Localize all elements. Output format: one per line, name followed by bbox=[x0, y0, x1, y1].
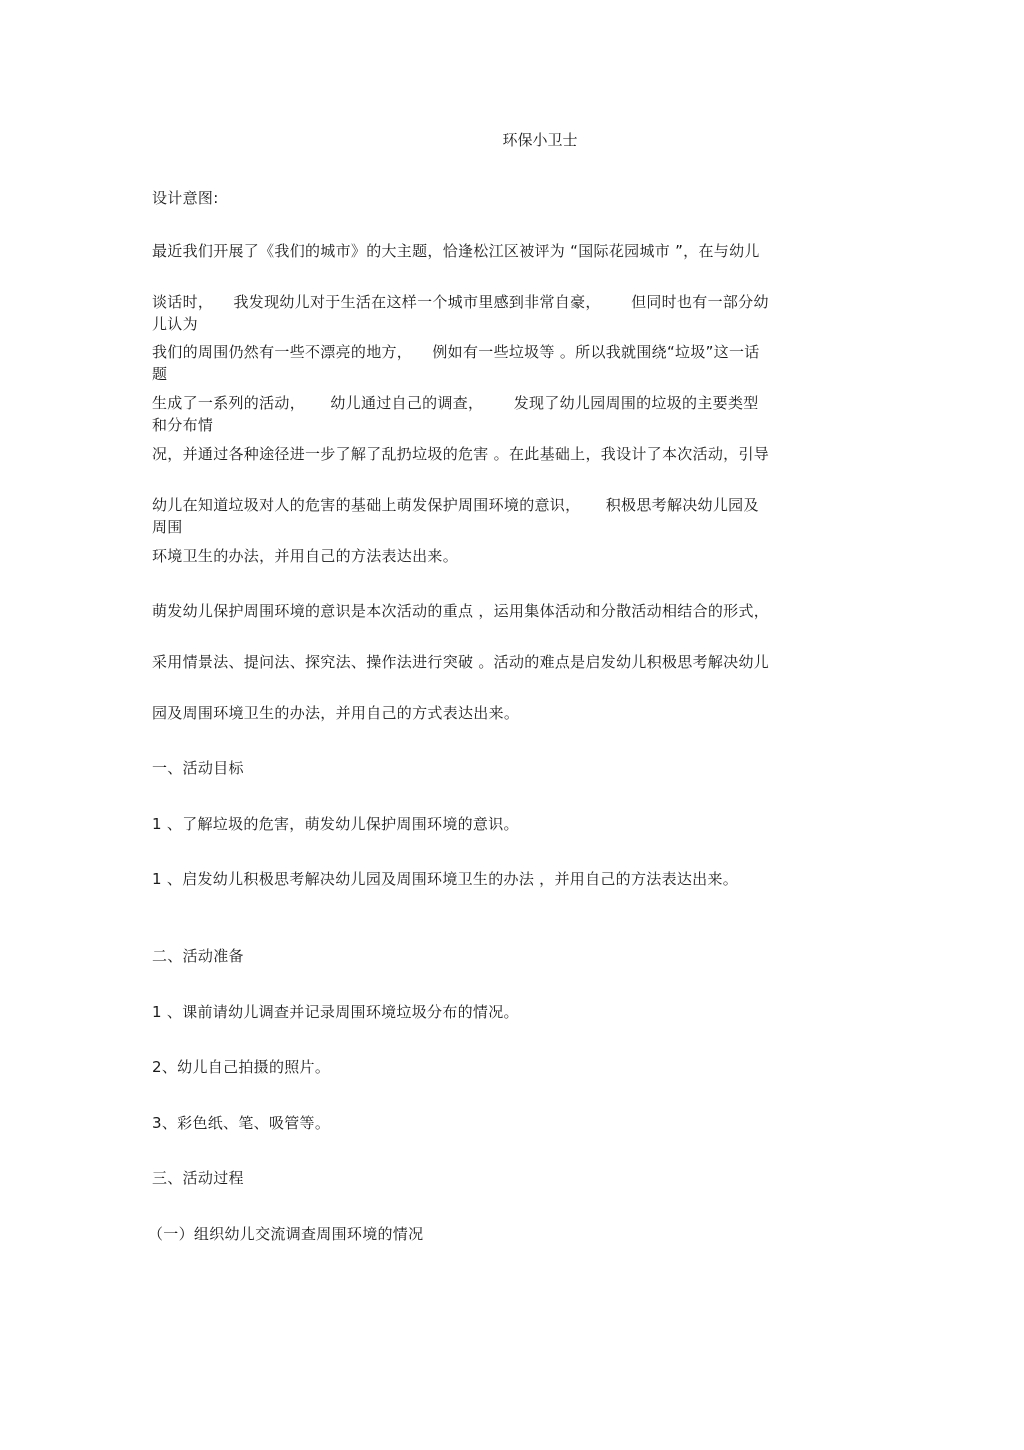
document-title: 环保小卫士 bbox=[502, 131, 578, 149]
design-intent-heading: 设计意图: bbox=[152, 189, 219, 207]
section-heading-preparation: 二、活动准备 bbox=[152, 947, 244, 965]
paragraph1-line: 最近我们开展了《我们的城市》的大主题，恰逢松江区被评为 “国际花园城市 ”，在与幼儿 bbox=[152, 242, 760, 260]
goal-item: 1 、了解垃圾的危害，萌发幼儿保护周围环境的意识。 bbox=[152, 815, 519, 833]
paragraph1-line: 环境卫生的办法，并用自己的方法表达出来。 bbox=[152, 547, 459, 565]
section-heading-goals: 一、活动目标 bbox=[152, 759, 244, 777]
goal-item: 1 、启发幼儿积极思考解决幼儿园及周围环境卫生的办法 ，并用自己的方法表达出来。 bbox=[152, 870, 739, 888]
preparation-item: 2、幼儿自己拍摄的照片。 bbox=[152, 1058, 331, 1076]
section-heading-process: 三、活动过程 bbox=[152, 1169, 244, 1187]
preparation-item: 3、彩色纸、笔、吸管等。 bbox=[152, 1114, 331, 1132]
preparation-item: 1 、课前请幼儿调查并记录周围环境垃圾分布的情况。 bbox=[152, 1003, 519, 1021]
paragraph1-line: 况，并通过各种途径进一步了解了乱扔垃圾的危害 。在此基础上，我设计了本次活动，引导 bbox=[152, 445, 770, 463]
subsection-heading: （一）组织幼儿交流调查周围环境的情况 bbox=[148, 1225, 424, 1243]
paragraph2-line: 萌发幼儿保护周围环境的意识是本次活动的重点 ，运用集体活动和分散活动相结合的形式， bbox=[152, 602, 770, 620]
paragraph1-line: 我们的周围仍然有一些不漂亮的地方， 例如有一些垃圾等 。所以我就围绕“垃圾”这一话题 bbox=[152, 343, 760, 383]
paragraph1-line: 幼儿在知道垃圾对人的危害的基础上萌发保护周围环境的意识， 积极思考解决幼儿园及周围 bbox=[152, 496, 759, 536]
paragraph2-line: 园及周围环境卫生的办法，并用自己的方式表达出来。 bbox=[152, 704, 520, 722]
paragraph2-line: 采用情景法、提问法、探究法、操作法进行突破 。活动的难点是启发幼儿积极思考解决幼儿 bbox=[152, 653, 770, 671]
paragraph1-line: 谈话时， 我发现幼儿对于生活在这样一个城市里感到非常自豪， 但同时也有一部分幼儿认为 bbox=[152, 293, 769, 333]
paragraph1-line: 生成了一系列的活动， 幼儿通过自己的调查， 发现了幼儿园周围的垃圾的主要类型和分布情 bbox=[152, 394, 759, 434]
